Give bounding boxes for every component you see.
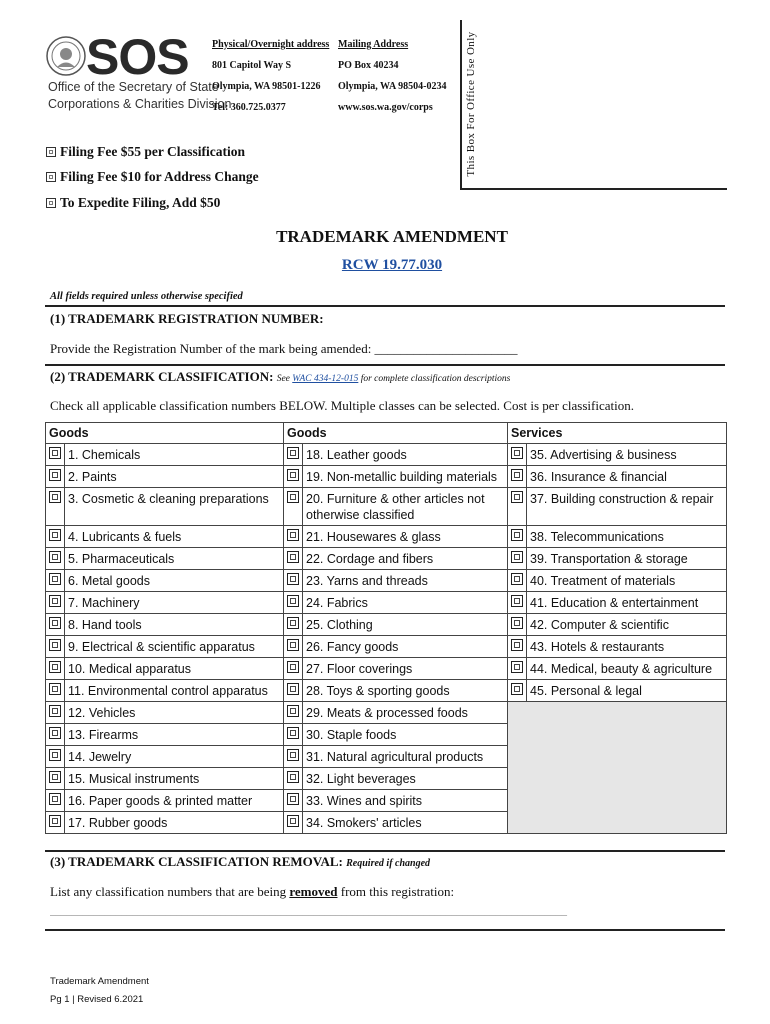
class-label: 26. Fancy goods <box>303 636 508 658</box>
class-checkbox[interactable] <box>49 595 61 607</box>
class-checkbox[interactable] <box>49 727 61 739</box>
class-checkbox[interactable] <box>511 447 523 459</box>
removal-text-emphasis: removed <box>289 884 338 899</box>
mailing-address-website: www.sos.wa.gov/corps <box>338 102 433 113</box>
section3-required-note: Required if changed <box>346 858 431 869</box>
class-label: 42. Computer & scientific <box>527 614 727 636</box>
sos-logo <box>46 29 232 114</box>
class-label: 43. Hotels & restaurants <box>527 636 727 658</box>
removal-text-end: from this registration: <box>340 884 455 899</box>
physical-address-line: 801 Capitol Way S <box>212 60 291 71</box>
class-checkbox[interactable] <box>511 683 523 695</box>
physical-address-line: Olympia, WA 98501-1226 <box>212 81 321 92</box>
empty-services-area <box>508 702 727 834</box>
class-label: 1. Chemicals <box>65 444 284 466</box>
section3-heading <box>50 854 430 870</box>
goods-header: Goods <box>46 423 284 444</box>
class-label: 31. Natural agricultural products <box>303 746 508 768</box>
section3-heading-text: (3) TRADEMARK CLASSIFICATION REMOVAL: <box>50 854 343 869</box>
mailing-address-line: Olympia, WA 98504-0234 <box>338 81 447 92</box>
class-label: 29. Meats & processed foods <box>303 702 508 724</box>
class-label: 36. Insurance & financial <box>527 466 727 488</box>
table-row <box>46 680 727 702</box>
class-checkbox[interactable] <box>49 491 61 503</box>
class-label: 32. Light beverages <box>303 768 508 790</box>
footer-page-revision: Pg 1 | Revised 6.2021 <box>50 994 144 1005</box>
class-label: 12. Vehicles <box>65 702 284 724</box>
class-checkbox[interactable] <box>287 447 299 459</box>
table-row <box>46 466 727 488</box>
class-checkbox[interactable] <box>49 771 61 783</box>
class-label: 24. Fabrics <box>303 592 508 614</box>
class-checkbox[interactable] <box>49 551 61 563</box>
class-checkbox[interactable] <box>49 683 61 695</box>
class-checkbox[interactable] <box>49 793 61 805</box>
registration-number-field[interactable]: Provide the Registration Number of the mark being amended: ______________________ <box>50 341 518 356</box>
class-checkbox[interactable] <box>49 639 61 651</box>
removal-instructions <box>50 884 454 900</box>
section2-heading-text: (2) TRADEMARK CLASSIFICATION: <box>50 369 274 384</box>
class-checkbox[interactable] <box>49 617 61 629</box>
class-label: 14. Jewelry <box>65 746 284 768</box>
section2-see: See <box>276 374 290 384</box>
class-checkbox[interactable] <box>287 727 299 739</box>
class-checkbox[interactable] <box>287 551 299 563</box>
class-label: 17. Rubber goods <box>65 812 284 834</box>
section2-heading <box>50 369 510 385</box>
class-checkbox[interactable] <box>287 793 299 805</box>
class-checkbox[interactable] <box>511 595 523 607</box>
class-checkbox[interactable] <box>511 639 523 651</box>
class-label: 21. Housewares & glass <box>303 526 508 548</box>
services-header: Services <box>508 423 727 444</box>
class-checkbox[interactable] <box>287 617 299 629</box>
fee-address-change <box>46 169 259 185</box>
table-row <box>46 658 727 680</box>
removal-input-line[interactable]: ______________________________________________________________________________________________ <box>50 905 567 917</box>
class-label: 38. Telecommunications <box>527 526 727 548</box>
table-row <box>46 570 727 592</box>
rcw-link[interactable]: RCW 19.77.030 <box>341 257 443 273</box>
class-label: 27. Floor coverings <box>303 658 508 680</box>
class-label: 40. Treatment of materials <box>527 570 727 592</box>
office-use-box <box>460 20 727 190</box>
class-checkbox[interactable] <box>49 705 61 717</box>
fee-expedite <box>46 195 220 211</box>
class-label: 18. Leather goods <box>303 444 508 466</box>
class-label: 35. Advertising & business <box>527 444 727 466</box>
class-checkbox[interactable] <box>511 617 523 629</box>
physical-address-phone: Tel: 360.725.0377 <box>212 102 286 113</box>
class-label: 19. Non-metallic building materials <box>303 466 508 488</box>
class-label: 7. Machinery <box>65 592 284 614</box>
class-label: 20. Furniture & other articles not otherwise classified <box>303 488 508 526</box>
class-label: 5. Pharmaceuticals <box>65 548 284 570</box>
fee-address-change-label: Filing Fee $10 for Address Change <box>60 169 259 184</box>
class-checkbox[interactable] <box>287 529 299 541</box>
class-label: 22. Cordage and fibers <box>303 548 508 570</box>
class-checkbox[interactable] <box>287 639 299 651</box>
class-checkbox[interactable] <box>511 469 523 481</box>
class-label: 33. Wines and spirits <box>303 790 508 812</box>
mailing-address-heading: Mailing Address <box>338 39 409 50</box>
logo-office-name: Office of the Secretary of State <box>48 80 219 94</box>
classification-table <box>45 422 727 834</box>
class-label: 45. Personal & legal <box>527 680 727 702</box>
class-checkbox[interactable] <box>49 749 61 761</box>
page-title: TRADEMARK AMENDMENT <box>276 227 508 246</box>
fee-classification <box>46 144 245 160</box>
class-checkbox[interactable] <box>511 529 523 541</box>
footer-form-name: Trademark Amendment <box>50 976 149 987</box>
class-label: 28. Toys & sporting goods <box>303 680 508 702</box>
physical-address-heading: Physical/Overnight address <box>212 39 330 50</box>
fee-classification-checkbox[interactable] <box>46 147 56 157</box>
class-label: 37. Building construction & repair <box>527 488 727 526</box>
table-row <box>46 702 727 724</box>
class-label: 10. Medical apparatus <box>65 658 284 680</box>
removal-text: List any classification numbers that are being <box>50 884 287 899</box>
class-checkbox[interactable] <box>287 469 299 481</box>
table-row <box>46 444 727 466</box>
class-checkbox[interactable] <box>49 661 61 673</box>
class-checkbox[interactable] <box>287 771 299 783</box>
class-label: 9. Electrical & scientific apparatus <box>65 636 284 658</box>
class-label: 15. Musical instruments <box>65 768 284 790</box>
logo-division-name: Corporations & Charities Division <box>48 97 232 111</box>
class-label: 6. Metal goods <box>65 570 284 592</box>
class-label: 39. Transportation & storage <box>527 548 727 570</box>
class-checkbox[interactable] <box>49 447 61 459</box>
class-checkbox[interactable] <box>511 573 523 585</box>
class-checkbox[interactable] <box>287 815 299 827</box>
state-seal-icon <box>46 36 86 76</box>
class-checkbox[interactable] <box>49 815 61 827</box>
table-row <box>46 636 727 658</box>
office-use-label: This Box For Office Use Only <box>465 31 477 177</box>
table-row <box>46 548 727 570</box>
fee-expedite-label: To Expedite Filing, Add $50 <box>60 195 221 210</box>
class-checkbox[interactable] <box>287 491 299 503</box>
class-label: 11. Environmental control apparatus <box>65 680 284 702</box>
class-label: 25. Clothing <box>303 614 508 636</box>
fee-expedite-checkbox[interactable] <box>46 198 56 208</box>
goods-header: Goods <box>284 423 508 444</box>
class-checkbox[interactable] <box>511 551 523 563</box>
section1-heading: (1) TRADEMARK REGISTRATION NUMBER: <box>50 311 324 326</box>
logo-wordmark: SOS <box>86 29 189 85</box>
class-checkbox[interactable] <box>287 749 299 761</box>
class-checkbox[interactable] <box>287 595 299 607</box>
class-label: 34. Smokers' articles <box>303 812 508 834</box>
required-fields-note: All fields required unless otherwise specified <box>50 291 243 302</box>
class-label: 30. Staple foods <box>303 724 508 746</box>
fee-classification-label: Filing Fee $55 per Classification <box>60 144 245 159</box>
class-checkbox[interactable] <box>49 469 61 481</box>
class-checkbox[interactable] <box>287 661 299 673</box>
class-label: 8. Hand tools <box>65 614 284 636</box>
class-checkbox[interactable] <box>49 529 61 541</box>
class-checkbox[interactable] <box>511 661 523 673</box>
classification-instructions: Check all applicable classification numbers BELOW. Multiple classes can be selected. Cost is per classification. <box>50 398 634 413</box>
class-label: 2. Paints <box>65 466 284 488</box>
class-checkbox[interactable] <box>287 683 299 695</box>
class-label: 3. Cosmetic & cleaning preparations <box>65 488 284 526</box>
table-row <box>46 614 727 636</box>
table-row <box>46 592 727 614</box>
class-checkbox[interactable] <box>49 573 61 585</box>
wac-link[interactable]: WAC 434-12-015 <box>292 374 359 384</box>
mailing-address-line: PO Box 40234 <box>338 60 399 71</box>
class-label: 13. Firearms <box>65 724 284 746</box>
class-label: 41. Education & entertainment <box>527 592 727 614</box>
class-checkbox[interactable] <box>511 491 523 503</box>
class-label: 4. Lubricants & fuels <box>65 526 284 548</box>
table-row <box>46 488 727 526</box>
class-label: 16. Paper goods & printed matter <box>65 790 284 812</box>
class-label: 23. Yarns and threads <box>303 570 508 592</box>
section2-see-rest: for complete classification descriptions <box>360 374 511 384</box>
class-label: 44. Medical, beauty & agriculture <box>527 658 727 680</box>
class-checkbox[interactable] <box>287 573 299 585</box>
fee-address-change-checkbox[interactable] <box>46 172 56 182</box>
class-checkbox[interactable] <box>287 705 299 717</box>
table-row <box>46 526 727 548</box>
